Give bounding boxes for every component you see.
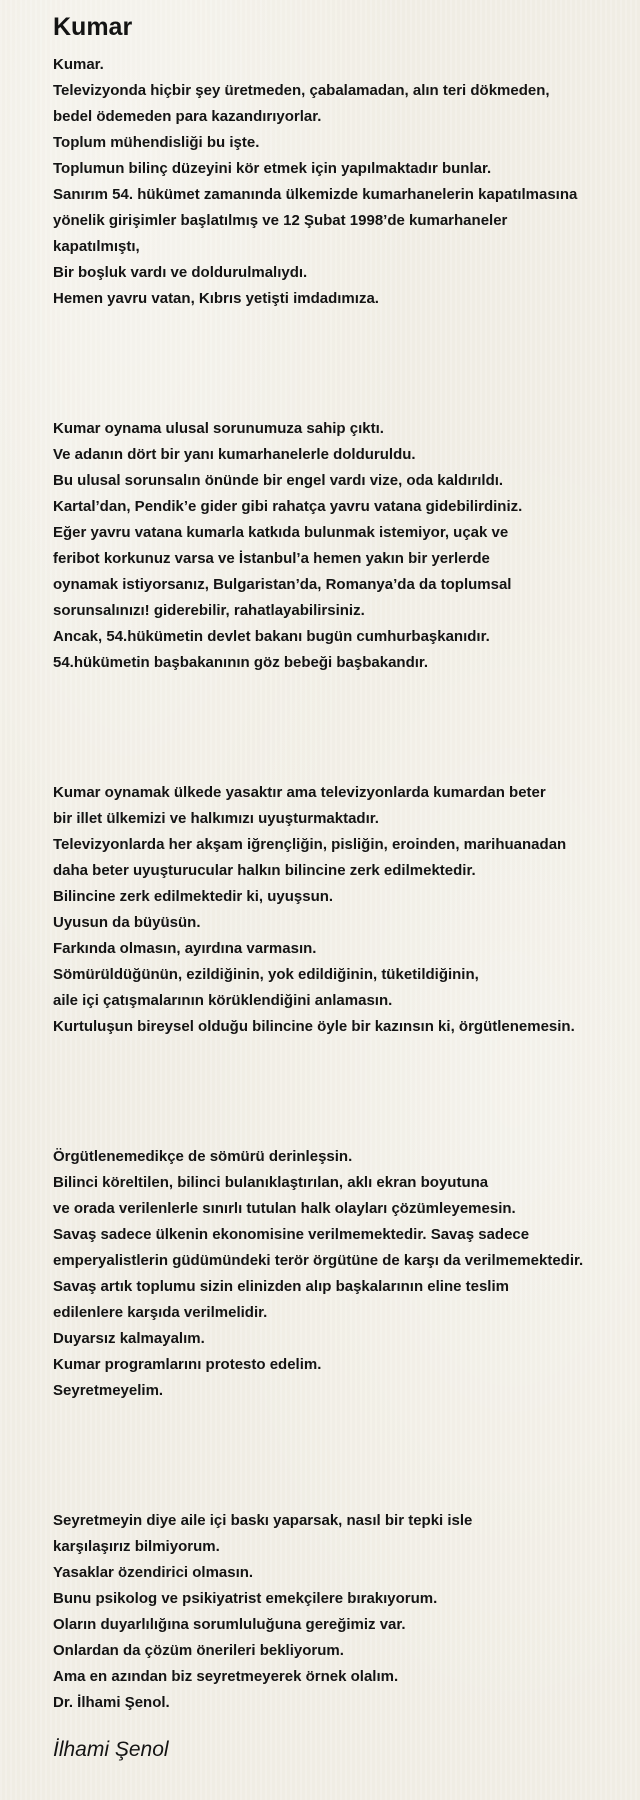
poem-line: Seyretmeyelim. xyxy=(53,1382,164,1399)
poem-line: Duyarsız kalmayalım. xyxy=(53,1330,205,1347)
poem-line: Ancak, 54.hükümetin devlet bakanı bugün cumhurbaşkanıdır. xyxy=(53,628,490,645)
poem-line: Hemen yavru vatan, Kıbrıs yetişti imdadımıza. xyxy=(53,290,379,307)
poem-line: Toplum mühendisliği bu işte. xyxy=(53,134,260,151)
poem-title: Kumar xyxy=(53,13,133,41)
poem-line: edilenlere karşıda verilmelidir. xyxy=(53,1304,268,1321)
stanza-gap xyxy=(53,1040,633,1144)
poem-line: Kumar oynama ulusal sorunumuza sahip çıktı. xyxy=(53,420,384,437)
poem-line: Televizyonlarda her akşam iğrençliğin, pisliğin, eroinden, marihuanadan xyxy=(53,836,567,853)
poem-line: Kumar oynamak ülkede yasaktır ama televizyonlarda kumardan beter xyxy=(53,784,546,801)
poem-line: Bir boşluk vardı ve doldurulmalıydı. xyxy=(53,264,308,281)
poem-line: Ama en azından biz seyretmeyerek örnek olalım. xyxy=(53,1668,399,1685)
poem-line: Bilinci köreltilen, bilinci bulanıklaştırılan, aklı ekran boyutuna xyxy=(53,1174,489,1191)
poem-line: aile içi çatışmalarının körüklendiğini anlamasın. xyxy=(53,992,393,1009)
poem-line: Savaş artık toplumu sizin elinizden alıp başkalarının eline teslim xyxy=(53,1278,509,1295)
poem-line: Kumar programlarını protesto edelim. xyxy=(53,1356,322,1373)
poem-line: yönelik girişimler başlatılmış ve 12 Şubat 1998’de kumarhaneler xyxy=(53,212,508,229)
poem-line: emperyalistlerin güdümündeki terör örgütüne de karşı da verilmemektedir. xyxy=(53,1252,584,1269)
poem-line: daha beter uyuşturucular halkın bilincine zerk edilmektedir. xyxy=(53,862,476,879)
stanza-3 xyxy=(53,780,633,1040)
stanza-1 xyxy=(53,52,633,312)
poem-line: Savaş sadece ülkenin ekonomisine verilmemektedir. Savaş sadece xyxy=(53,1226,530,1243)
poem-line: sorunsalınızı! giderebilir, rahatlayabilirsiniz. xyxy=(53,602,365,619)
poem-line: Uyusun da büyüsün. xyxy=(53,914,201,931)
poem-line: Eğer yavru vatana kumarla katkıda bulunmak istemiyor, uçak ve xyxy=(53,524,509,541)
poem-line: Sömürüldüğünün, ezildiğinin, yok edildiğinin, tüketildiğinin, xyxy=(53,966,479,983)
poem-line: Kurtuluşun bireysel olduğu bilincine öyle bir kazınsın ki, örgütlenemesin. xyxy=(53,1018,575,1035)
poem-line: Kartal’dan, Pendik’e gider gibi rahatça yavru vatana gidebilirdiniz. xyxy=(53,498,523,515)
poem-line: feribot korkunuz varsa ve İstanbul’a hemen yakın bir yerlerde xyxy=(53,550,490,567)
poem-line: Bunu psikolog ve psikiyatrist emekçilere bırakıyorum. xyxy=(53,1590,438,1607)
poem-line: Ve adanın dört bir yanı kumarhanelerle dolduruldu. xyxy=(53,446,416,463)
author-name[interactable]: İlhami Şenol xyxy=(53,1738,169,1761)
poem-line: Seyretmeyin diye aile içi baskı yaparsak, nasıl bir tepki isle xyxy=(53,1512,473,1529)
poem-line: Farkında olmasın, ayırdına varmasın. xyxy=(53,940,317,957)
poem-line: Onlardan da çözüm önerileri bekliyorum. xyxy=(53,1642,344,1659)
poem-line: bedel ödemeden para kazandırıyorlar. xyxy=(53,108,322,125)
poem-line: kapatılmıştı, xyxy=(53,238,140,255)
poem-line: Yasaklar özendirici olmasın. xyxy=(53,1564,254,1581)
poem-line: Bu ulusal sorunsalın önünde bir engel vardı vize, oda kaldırıldı. xyxy=(53,472,504,489)
stanza-5 xyxy=(53,1508,633,1716)
poem-line: Örgütlenemedikçe de sömürü derinleşsin. xyxy=(53,1148,353,1165)
poem-line: Dr. İlhami Şenol. xyxy=(53,1694,170,1711)
poem-page xyxy=(53,10,633,1762)
poem-line: 54.hükümetin başbakanının göz bebeği başbakandır. xyxy=(53,654,429,671)
stanza-gap xyxy=(53,1404,633,1508)
stanza-gap xyxy=(53,312,633,416)
poem-line: karşılaşırız bilmiyorum. xyxy=(53,1538,220,1555)
poem-line: Bilincine zerk edilmektedir ki, uyuşsun. xyxy=(53,888,334,905)
stanza-4 xyxy=(53,1144,633,1404)
stanza-gap xyxy=(53,676,633,780)
poem-line: Kumar. xyxy=(53,56,104,73)
poem-line: Sanırım 54. hükümet zamanında ülkemizde kumarhanelerin kapatılmasına xyxy=(53,186,578,203)
poem-line: Toplumun bilinç düzeyini kör etmek için yapılmaktadır bunlar. xyxy=(53,160,492,177)
poem-line: oynamak istiyorsanız, Bulgaristan’da, Romanya’da da toplumsal xyxy=(53,576,512,593)
stanza-2 xyxy=(53,416,633,676)
poem-line: bir illet ülkemizi ve halkımızı uyuşturmaktadır. xyxy=(53,810,379,827)
poem-line: ve orada verilenlerle sınırlı tutulan halk olayları çözümleyemesin. xyxy=(53,1200,516,1217)
poem-line: Televizyonda hiçbir şey üretmeden, çabalamadan, alın teri dökmeden, xyxy=(53,82,550,99)
poem-line: Oların duyarlılığına sorumluluğuna gereğimiz var. xyxy=(53,1616,406,1633)
